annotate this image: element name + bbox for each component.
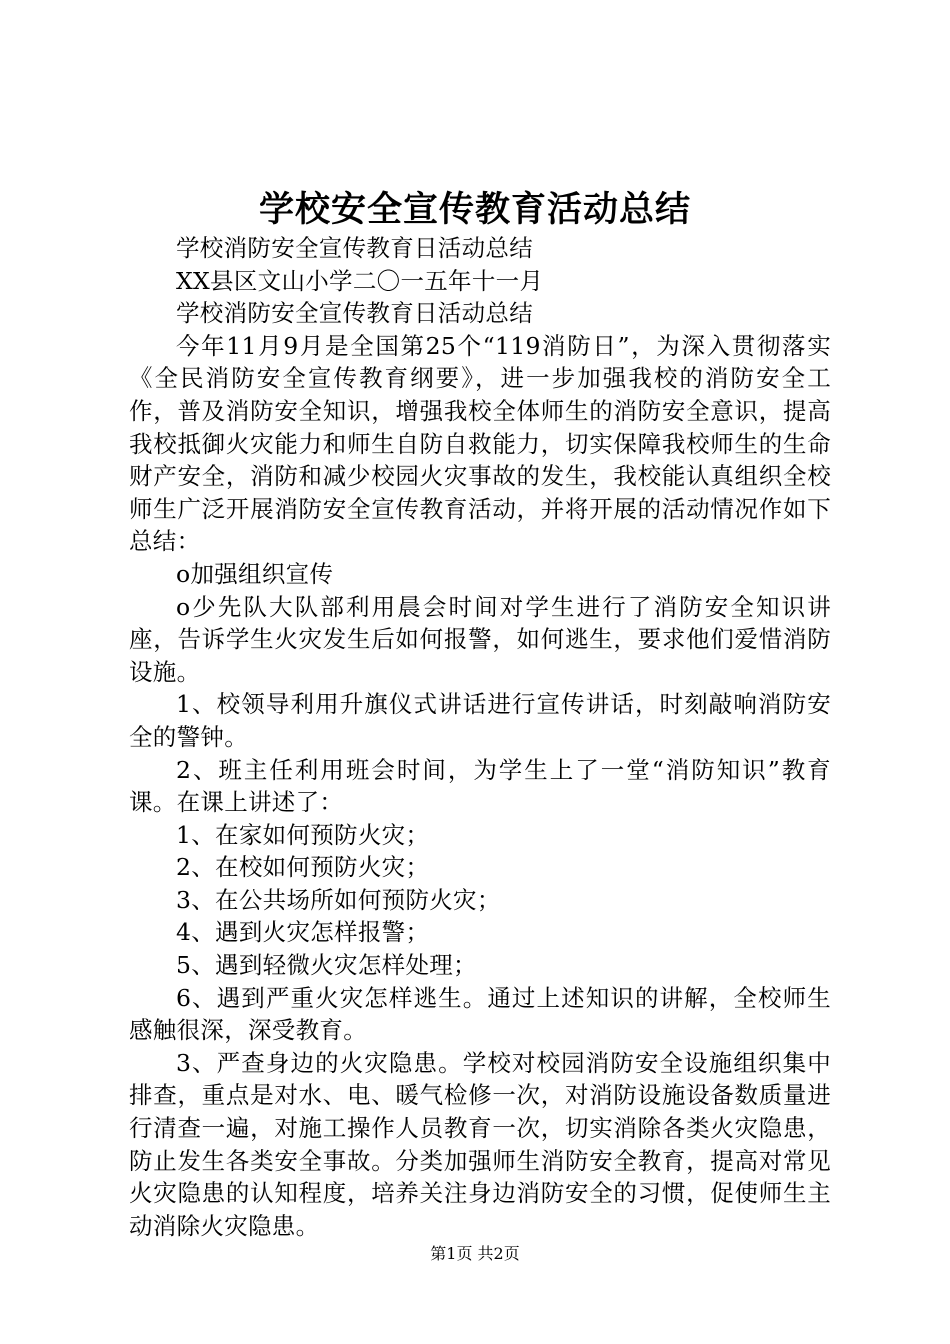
- page-number-footer: 第1页 共2页: [430, 1244, 520, 1263]
- body-paragraph: 学校消防安全宣传教育日活动总结: [176, 234, 533, 262]
- document-body: [129, 232, 831, 1242]
- body-paragraph: o加强组织宣传: [176, 559, 334, 588]
- list-item: 4、遇到火灾怎样报警；: [176, 918, 430, 947]
- list-item: 5、遇到轻微火灾怎样处理；: [176, 951, 477, 980]
- list-item: 3、在公共场所如何预防火灾；: [176, 885, 501, 914]
- body-paragraph: 1、校领导利用升旗仪式讲话进行宣传讲话，时刻敲响消防安全的警钟。: [129, 690, 831, 751]
- body-paragraph: o少先队大队部利用晨会时间对学生进行了消防安全知识讲座，告诉学生火灾发生后如何报警，如何逃生，要求他们爱惜消防设施。: [129, 592, 831, 686]
- body-paragraph: XX县区文山小学二〇一五年十一月: [176, 266, 544, 295]
- list-item: 1、在家如何预防火灾；: [176, 820, 430, 849]
- list-item: 2、在校如何预防火灾；: [176, 853, 430, 882]
- list-item: 6、遇到严重火灾怎样逃生。通过上述知识的讲解，全校师生感触很深，深受教育。: [129, 983, 831, 1045]
- body-paragraph: 2、班主任利用班会时间，为学生上了一堂“消防知识”教育课。在课上讲述了：: [129, 755, 831, 817]
- body-paragraph: 今年11月9月是全国第25个“119消防日”，为深入贯彻落实《全民消防安全宣传教育纲要》，进一步加强我校的消防安全工作，普及消防安全知识，增强我校全体师生的消防安全意识，提高我校抵御火灾能力和师生自防自救能力，切实保障我校师生的生命财产安全，消防和减少校园火灾事故的发生，我校能认真组织全校师生广泛开展消防安全宣传教育活动，并将开展的活动情况作如下总结：: [129, 331, 831, 556]
- body-paragraph: 3、严查身边的火灾隐患。学校对校园消防安全设施组织集中排查，重点是对水、电、暖气检修一次，对消防设施设备数质量进行清查一遍，对施工操作人员教育一次，切实消除各类火灾隐患，防止发生各类安全事故。分类加强师生消防安全教育，提高对常见火灾隐患的认知程度，培养关注身边消防安全的习惯，促使师生主动消除火灾隐患。: [129, 1048, 831, 1240]
- document-title: 学校安全宣传教育活动总结: [258, 189, 691, 230]
- body-paragraph: 学校消防安全宣传教育日活动总结: [176, 299, 533, 328]
